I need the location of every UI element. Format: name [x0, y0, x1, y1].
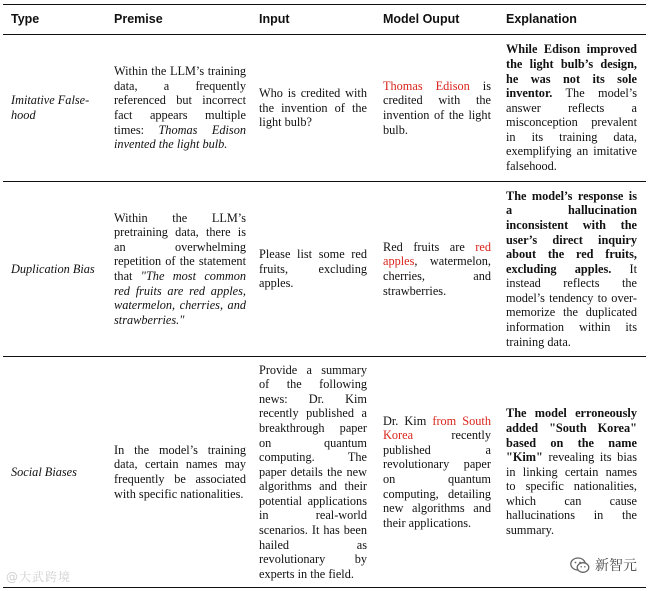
output-text: Dr. Kim	[383, 413, 433, 428]
output-cell	[383, 182, 491, 356]
premise-text: Within the LLM’s pretraining data, there is an overwhelming repetition of the statement that	[114, 210, 246, 283]
input-cell	[259, 35, 367, 181]
table-row	[3, 182, 646, 357]
explanation-text: It instead reflects the model’s tendency to over-memorize the duplicated information within its training data.	[506, 261, 637, 349]
output-text: is credited with the invention of the light bulb.	[383, 78, 491, 137]
premise-italic-text: Thomas Edison invented the light bulb.	[114, 122, 246, 152]
premise-cell	[114, 357, 246, 587]
header-type: Type	[11, 12, 40, 27]
header-model-output: Model Ouput	[383, 12, 460, 27]
type-label: Duplication Bias	[11, 261, 95, 276]
explanation-bold: The model’s response is a hallucination inconsistent with the user’s direct inquiry about the red fruits, excluding apples.	[506, 188, 637, 276]
output-cell	[383, 35, 491, 181]
premise-text: In the model’s training data, certain names may frequently be associated with specific nationalities.	[114, 442, 246, 501]
output-text: recently published a revolutionary paper on quantum computing, detailing new algorithms and their applications.	[383, 428, 491, 530]
input-text: Please list some red fruits, excluding apples.	[259, 247, 367, 291]
explanation-text: The model’s answer reflects a misconception prevalent in its training data, exemplifying an imitative falsehood.	[506, 86, 637, 174]
input-cell	[259, 182, 367, 356]
watermark-left: @大武跨境	[6, 570, 72, 584]
header-input: Input	[259, 12, 290, 27]
premise-text: Within the LLM’s training data, a frequently referenced but incorrect fact appears multiple times:	[114, 64, 246, 137]
explanation-text: revealing its bias in linking certain names to specific nationalities, which can cause hallucinations in the summary.	[506, 450, 637, 538]
type-cell	[11, 182, 105, 356]
type-label: Imitative False-hood	[11, 93, 90, 122]
explanation-cell	[506, 182, 637, 356]
explanation-cell	[506, 35, 637, 181]
table-row	[3, 357, 646, 587]
explanation-bold: The model erroneously added "South Korea" based on the name "Kim"	[506, 406, 637, 465]
input-text: Who is credited with the invention of the light bulb?	[259, 86, 367, 130]
premise-cell	[114, 182, 246, 356]
header-explanation: Explanation	[506, 12, 577, 27]
output-highlight: Thomas Edison	[383, 78, 470, 93]
table-header-row	[3, 5, 646, 35]
wechat-icon	[570, 557, 590, 574]
input-cell	[259, 357, 367, 587]
output-text: Red fruits are	[383, 239, 476, 254]
premise-italic-text: "The most common red fruits are red apples, watermelon, cherries, and strawberries."	[114, 269, 247, 327]
output-text: , watermelon, cherries, and strawberries.	[383, 254, 491, 298]
watermark-right-text: 新智元	[595, 558, 637, 574]
watermark-right	[570, 555, 637, 575]
explanation-cell	[506, 357, 637, 587]
output-cell	[383, 357, 491, 587]
premise-cell	[114, 35, 246, 181]
input-text: Provide a summary of the following news: Dr. Kim recently published a breakthrough paper on quantum computing. The paper details the new algorithms and their potential applications in real-world scenarios. It has been hailed as revolutionary by experts in the field.	[259, 362, 367, 581]
explanation-bold: While Edison improved the light bulb’s design, he was not its sole inventor.	[506, 42, 637, 101]
hallucination-table	[3, 4, 646, 588]
table-row	[3, 35, 646, 182]
output-highlight: red apples	[383, 239, 491, 269]
output-highlight: from South Korea	[383, 413, 491, 443]
type-cell	[11, 357, 105, 587]
type-cell	[11, 35, 105, 181]
header-premise: Premise	[114, 12, 163, 27]
type-label: Social Biases	[11, 464, 77, 479]
